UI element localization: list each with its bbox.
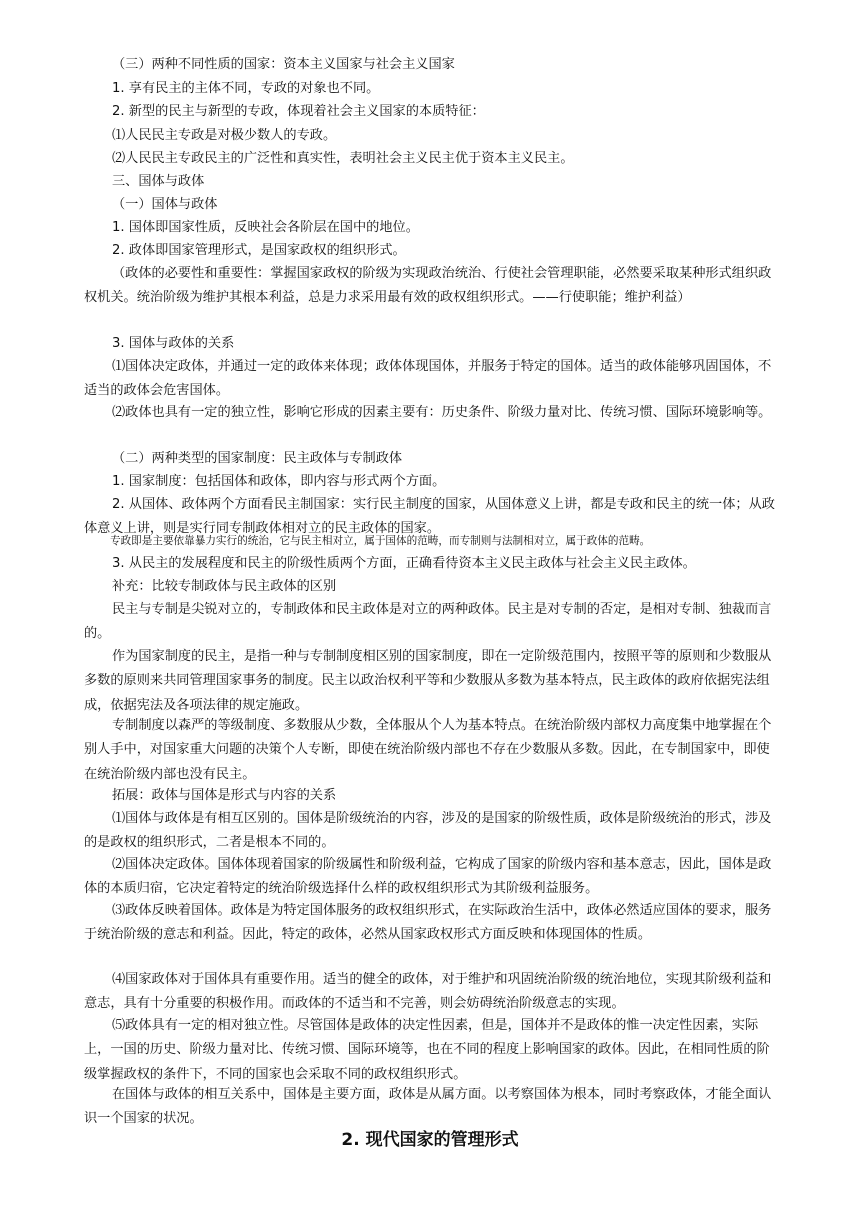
paragraph-democracy-definition: 作为国家制度的民主，是指一种与专制制度相区别的国家制度，即在一定阶级范围内，按照平等的原则和少数服从多数的原则来共同管理国家事务的制度。民主以政治权利平等和少数服从多数为基本特点，民主政体的政府依据宪法组成，依据宪法及各项法律的规定施政。 — [84, 649, 772, 713]
subsection-heading-three-two-states: （三）两种不同性质的国家：资本主义国家与社会主义国家 — [112, 57, 455, 72]
list-item-guoti-definition: 1. 国体即国家性质，反映社会各阶层在国中的地位。 — [112, 220, 419, 235]
list-item-relationship: 3. 国体与政体的关系 — [112, 336, 235, 351]
extension-item-1: ⑴国体与政体是有相互区别的。国体是阶级统治的内容，涉及的是国家的阶级性质，政体是阶级统治的形式，涉及的是政权的组织形式，二者是根本不同的。 — [84, 811, 772, 851]
list-item-2-1: ⑴人民民主专政是对极少数人的专政。 — [112, 128, 337, 143]
note-zhengti-necessity: （政体的必要性和重要性：掌握国家政权的阶级为实现政治统治、行使社会管理职能，必然要采取某种形式组织政权机关。统治阶级为维护其根本利益，总是力求采用最有效的政权组织形式。——行使职能；维护利益） — [84, 266, 772, 306]
list-item-relationship-1: ⑴国体决定政体，并通过一定的政体来体现；政体体现国体，并服务于特定的国体。适当的政体能够巩固国体，不适当的政体会危害国体。 — [84, 359, 772, 399]
list-item-zhengti-definition: 2. 政体即国家管理形式，是国家政权的组织形式。 — [112, 243, 406, 258]
list-item-2-2: ⑵人民民主专政民主的广泛性和真实性，表明社会主义民主优于资本主义民主。 — [112, 151, 574, 166]
extension-heading: 拓展：政体与国体是形式与内容的关系 — [112, 788, 337, 803]
subsection-heading-two-types: （二）两种类型的国家制度：民主政体与专制政体 — [112, 451, 403, 466]
subsection-heading-one: （一）国体与政体 — [112, 197, 218, 212]
paragraph-autocracy-definition: 专制制度以森严的等级制度、多数服从少数，全体服从个人为基本特点。在统治阶级内部权力高度集中地掌握在个别人手中，对国家重大问题的决策个人专断，即使在统治阶级内部也不存在少数服从多数。因此，在专制国家中，即使在统治阶级内部也没有民主。 — [84, 718, 772, 782]
extension-item-5: ⑸政体具有一定的相对独立性。尽管国体是政体的决定性因素，但是，国体并不是政体的惟一决定性因素，实际上，一国的历史、阶级力量对比、传统习惯、国际环境等，也在不同的程度上影响国家的政体。因此，在相同性质的阶级掌握政权的条件下，不同的国家也会采取不同的政权组织形式。 — [84, 1018, 770, 1082]
list-item-1: 1. 享有民主的主体不同，专政的对象也不同。 — [112, 81, 380, 96]
list-item-democracy-development: 3. 从民主的发展程度和民主的阶级性质两个方面，正确看待资本主义民主政体与社会主义民主政体。 — [112, 556, 696, 571]
list-item-state-system: 1. 国家制度：包括国体和政体，即内容与形式两个方面。 — [112, 474, 446, 489]
supplement-heading: 补充：比较专制政体与民主政体的区别 — [112, 579, 337, 594]
small-note-dictatorship: 专政即是主要依靠暴力实行的统治，它与民主相对立，属于国体的范畴，而专制则与法制相对立，属于政体的范畴。 — [110, 535, 651, 547]
section-heading-modern-state-management: 2. 现代国家的管理形式 — [341, 1130, 519, 1150]
extension-item-4: ⑷国家政体对于国体具有重要作用。适当的健全的政体，对于维护和巩固统治阶级的统治地位，实现其阶级利益和意志，具有十分重要的积极作用。而政体的不适当和不完善，则会妨碍统治阶级意志的实现。 — [84, 972, 772, 1012]
paragraph-democracy-vs-autocracy: 民主与专制是尖锐对立的，专制政体和民主政体是对立的两种政体。民主是对专制的否定，是相对专制、独裁而言的。 — [84, 602, 772, 642]
list-item-democratic-states: 2. 从国体、政体两个方面看民主制国家：实行民主制度的国家，从国体意义上讲，都是专政和民主的统一体；从政体意义上讲，则是实行同专制政体相对立的民主政体的国家。 — [84, 497, 775, 537]
list-item-relationship-2: ⑵政体也具有一定的独立性，影响它形成的因素主要有：历史条件、阶级力量对比、传统习惯、国际环境影响等。 — [112, 405, 772, 420]
extension-item-3: ⑶政体反映着国体。政体是为特定国体服务的政权组织形式，在实际政治生活中，政体必然适应国体的要求，服务于统治阶级的意志和利益。因此，特定的政体，必然从国家政权形式方面反映和体现国体的性质。 — [84, 903, 772, 943]
list-item-2: 2. 新型的民主与新型的专政，体现着社会主义国家的本质特征： — [112, 104, 485, 119]
extension-item-2: ⑵国体决定政体。国体体现着国家的阶级属性和阶级利益，它构成了国家的阶级内容和基本意志，因此，国体是政体的本质归宿，它决定着特定的统治阶级选择什么样的政权组织形式为其阶级利益服务。 — [84, 857, 772, 897]
section-heading-guoti-zhengti: 三、国体与政体 — [112, 174, 205, 189]
paragraph-conclusion: 在国体与政体的相互关系中，国体是主要方面，政体是从属方面。以考察国体为根本，同时考察政体，才能全面认识一个国家的状况。 — [84, 1087, 772, 1127]
